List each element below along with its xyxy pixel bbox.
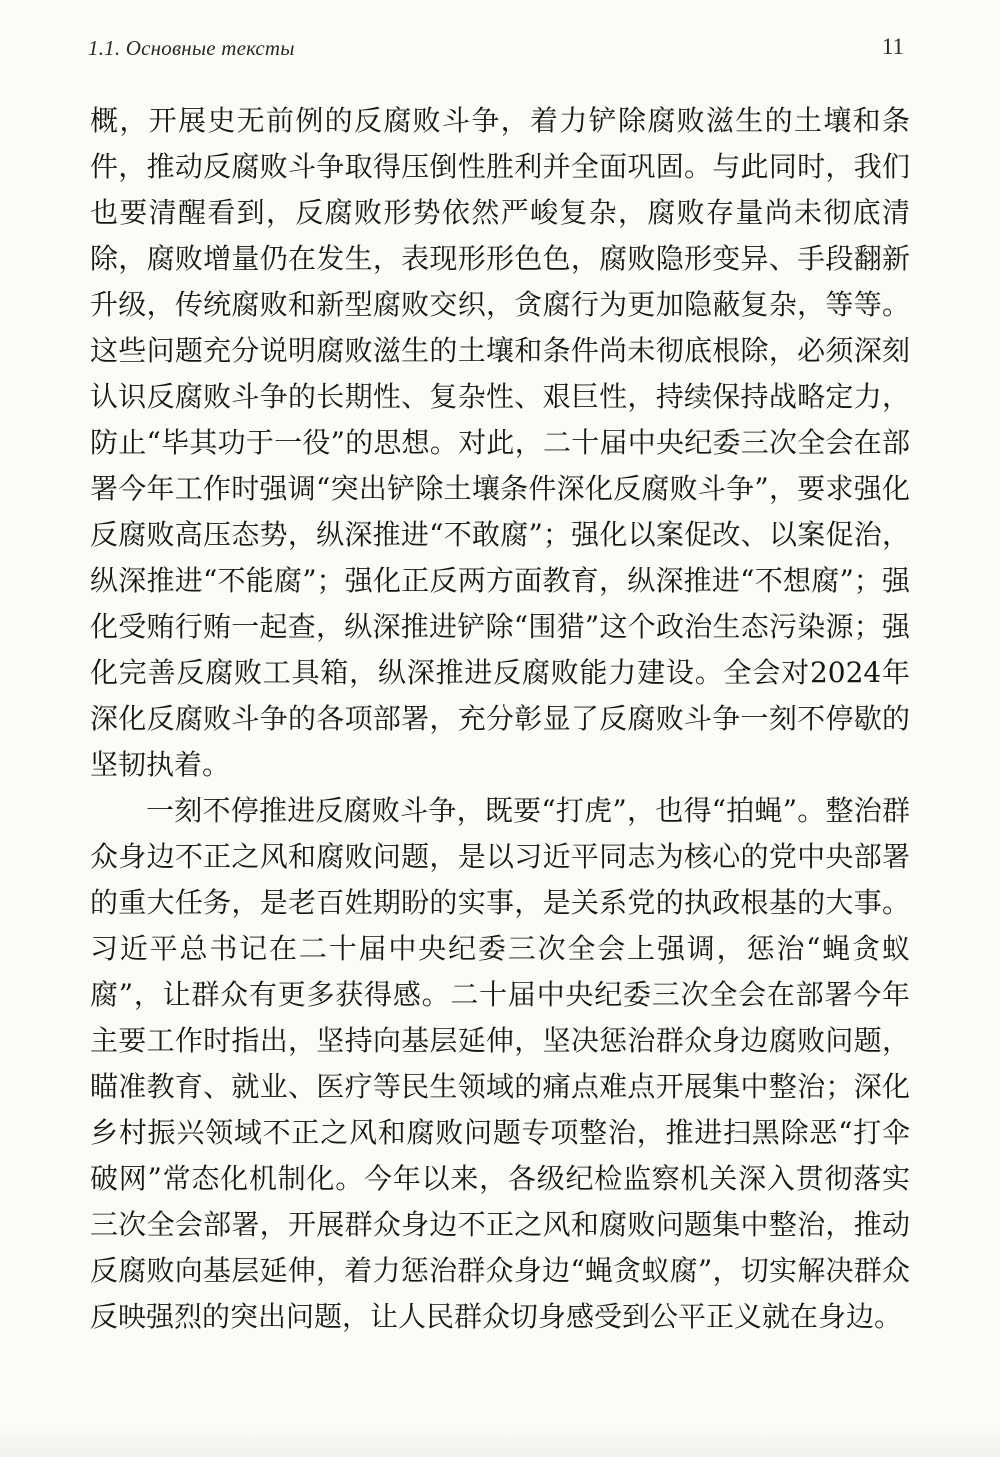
running-title: 1.1. Основные тексты xyxy=(88,36,295,60)
paragraph-continued: 概，开展史无前例的反腐败斗争，着力铲除腐败滋生的土壤和条件，推动反腐败斗争取得压倒性胜利并全面巩固。与此同时，我们也要清醒看到，反腐败形势依然严峻复杂，腐败存量尚未彻底清除，腐败增量仍在发生，表现形形色色，腐败隐形变异、手段翻新升级，传统腐败和新型腐败交织，贪腐行为更加隐蔽复杂，等等。这些问题充分说明腐败滋生的土壤和条件尚未彻底根除，必须深刻认识反腐败斗争的长期性、复杂性、艰巨性，持续保持战略定力，防止“毕其功于一役”的思想。对此，二十届中央纪委三次全会在部署今年工作时强调“突出铲除土壤条件深化反腐败斗争”，要求强化反腐败高压态势，纵深推进“不敢腐”；强化以案促改、以案促治，纵深推进“不能腐”；强化正反两方面教育，纵深推进“不想腐”；强化受贿行贿一起查，纵深推进铲除“围猎”这个政治生态污染源；强化完善反腐败工具箱，纵深推进反腐败能力建设。全会对2024年深化反腐败斗争的各项部署，充分彰显了反腐败斗争一刻不停歇的坚韧执着。 xyxy=(90,104,910,781)
page-header xyxy=(88,26,904,66)
paragraph: 一刻不停推进反腐败斗争，既要“打虎”，也得“拍蝇”。整治群众身边不正之风和腐败问题，是以习近平同志为核心的党中央部署的重大任务，是老百姓期盼的实事，是关系党的执政根基的大事。习近平总书记在二十届中央纪委三次全会上强调，惩治“蝇贪蚁腐”，让群众有更多获得感。二十届中央纪委三次全会在部署今年主要工作时指出，坚持向基层延伸，坚决惩治群众身边腐败问题，瞄准教育、就业、医疗等民生领域的痛点难点开展集中整治；深化乡村振兴领域不正之风和腐败问题专项整治，推进扫黑除恶“打伞破网”常态化机制化。今年以来，各级纪检监察机关深入贯彻落实三次全会部署，开展群众身边不正之风和腐败问题集中整治，推动反腐败向基层延伸，着力惩治群众身边“蝇贪蚁腐”，切实解决群众反映强烈的突出问题，让人民群众切身感受到公平正义就在身边。 xyxy=(90,794,910,1333)
page-bottom-shadow xyxy=(0,1423,1000,1457)
page-body-text xyxy=(90,98,910,1340)
page-number: 11 xyxy=(881,34,904,59)
